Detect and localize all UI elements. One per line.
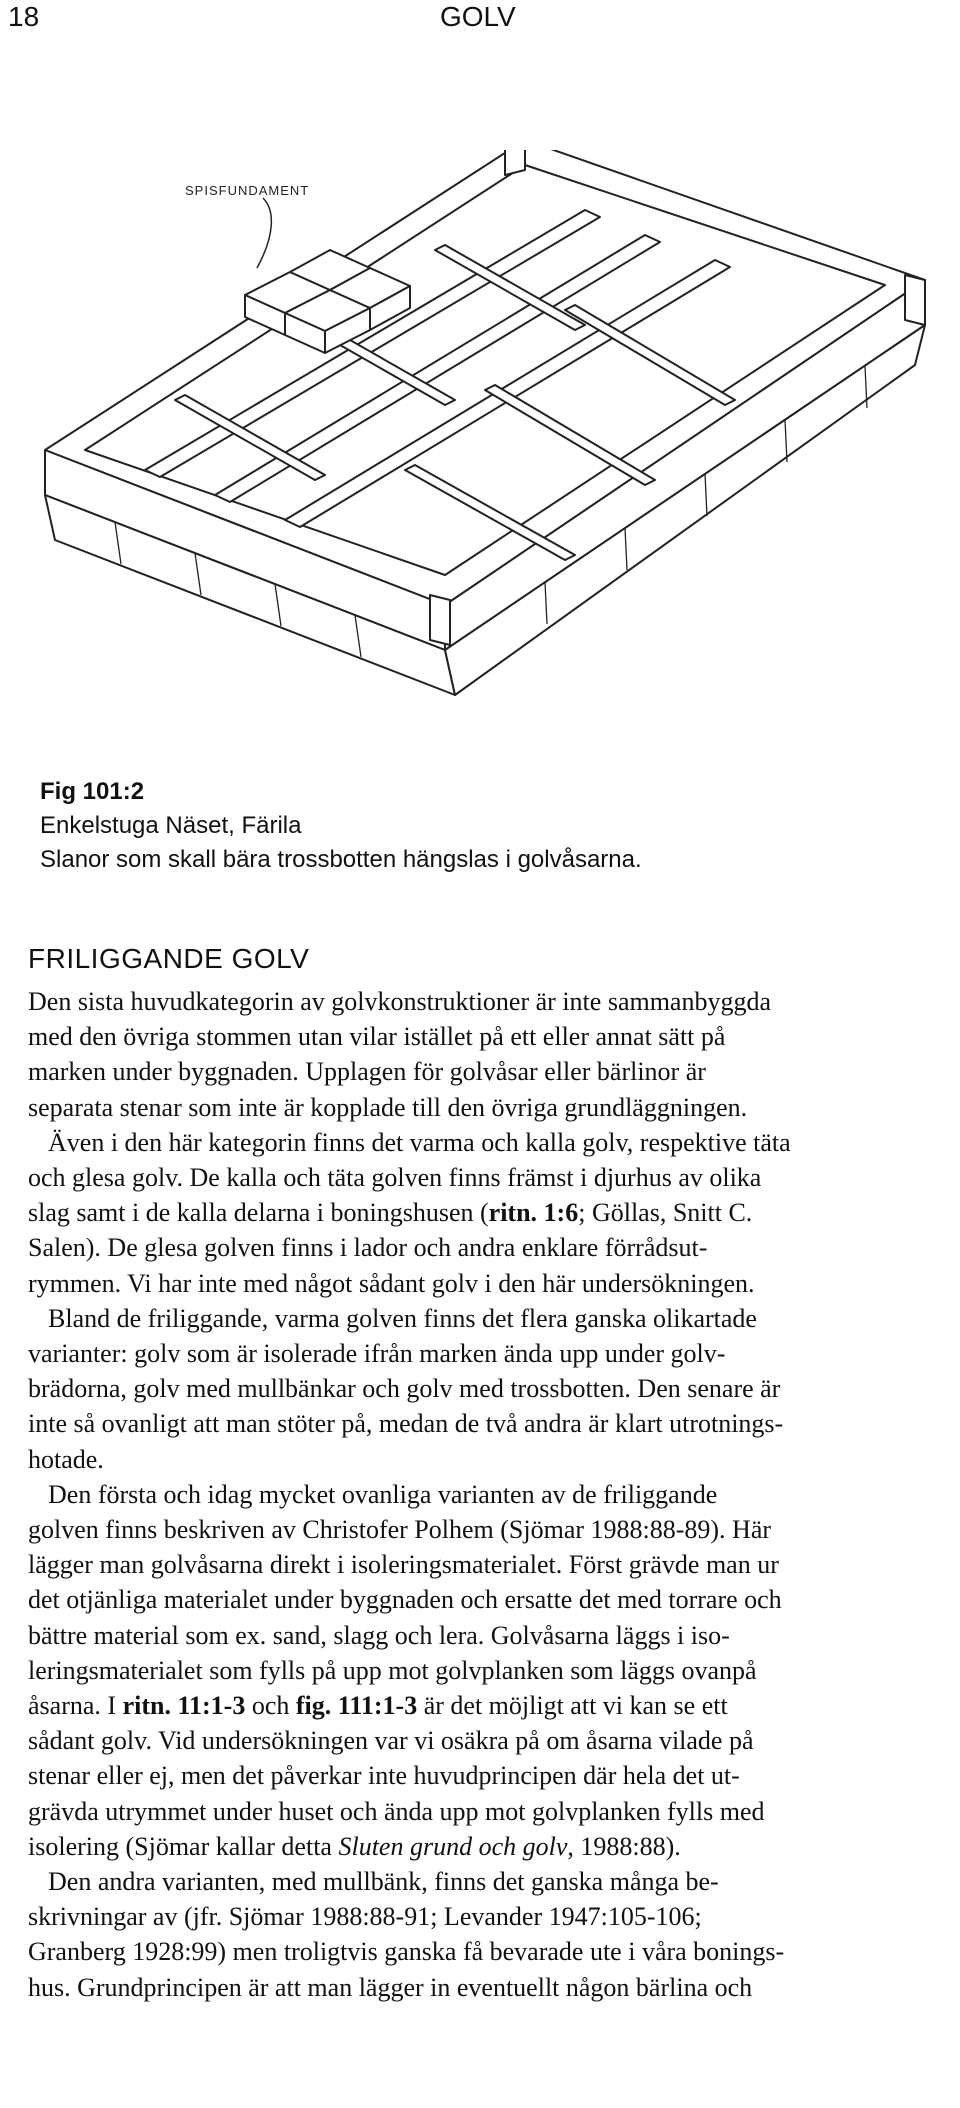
text-line: Den sista huvudkategorin av golvkonstruktioner är inte sammanbyggda — [28, 987, 772, 1016]
section-heading: FRILIGGANDE GOLV — [28, 943, 310, 974]
text-line: leringsmaterialet som fylls på upp mot golvplanken som läggs ovanpå — [28, 1655, 757, 1685]
text-line: brädorna, golv med mullbänkar och golv med trossbotten. Den senare är — [28, 1374, 781, 1404]
caption-line: Slanor som skall bära trossbotten hängslas i golvåsarna. — [40, 846, 642, 873]
text-line: rymmen. Vi har inte med något sådant golv i den här undersökningen. — [28, 1268, 755, 1298]
cross-slat-5 — [485, 385, 655, 485]
text-line — [28, 1195, 940, 1230]
text-line: och glesa golv. De kalla och täta golven finns främst i djurhus av olika — [28, 1163, 762, 1193]
sill-face-right — [445, 280, 925, 650]
text-line — [28, 1829, 940, 1864]
text-line: stenar eller ej, men det påverkar inte huvudprincipen där hela det ut- — [28, 1761, 740, 1791]
running-head: GOLV — [440, 1, 516, 32]
text-line: grävda utrymmet under huset och ända upp mot golvplanken fylls med — [28, 1796, 765, 1826]
text-run: slag samt i de kalla delarna i boningshusen ( — [28, 1198, 489, 1228]
corner-post-back — [505, 150, 525, 175]
figure-caption — [40, 775, 642, 877]
floor-beam-1 — [145, 210, 600, 477]
text-line: skrivningar av (jfr. Sjömar 1988:88-91; Levander 1947:105-106; — [28, 1902, 702, 1932]
text-line: Salen). De glesa golven finns i lador och andra enklare förrådsut- — [28, 1233, 708, 1263]
text-line: golven finns beskriven av Christofer Polhem (Sjömar 1988:88-89). Här — [28, 1515, 772, 1545]
text-line: med den övriga stommen utan vilar istället på ett eller annat sätt på — [28, 1022, 726, 1052]
annotation-label: SPISFUNDAMENT — [185, 183, 310, 198]
text-run: är det möjligt att vi kan se ett — [417, 1691, 728, 1721]
figure-reference: fig. 111:1-3 — [295, 1691, 418, 1721]
text-line: Den andra varianten, med mullbänk, finns det ganska många be- — [48, 1867, 719, 1897]
text-run: ; Göllas, Snitt C. — [578, 1198, 753, 1228]
figure-number: Fig 101:2 — [40, 778, 145, 805]
text-line: separata stenar som inte är kopplade till den övriga grundläggningen. — [28, 1092, 748, 1122]
text-line: sådant golv. Vid undersökningen var vi osäkra på om åsarna vilade på — [28, 1726, 754, 1756]
text-line — [28, 1688, 940, 1723]
text-line: bättre material som ex. sand, slagg och lera. Golvåsarna läggs i iso- — [28, 1620, 730, 1650]
cross-slat-4 — [565, 305, 735, 405]
corner-post-right — [905, 275, 925, 325]
corner-post-front — [430, 595, 450, 645]
page-number: 18 — [8, 1, 40, 32]
page-header — [0, 0, 960, 40]
text-line: varianter: golv som är isolerade ifrån marken ända upp under golv- — [28, 1339, 726, 1369]
body-text — [28, 984, 940, 2005]
text-line: det otjänliga materialet under byggnaden och ersatte det med torrare och — [28, 1585, 782, 1615]
text-line: Även i den här kategorin finns det varma och kalla golv, respektive täta — [48, 1127, 791, 1157]
text-run: och — [245, 1691, 296, 1721]
text-run: isolering (Sjömar kallar detta — [28, 1831, 339, 1861]
text-line: Bland de friliggande, varma golven finns det flera ganska olikartade — [48, 1303, 757, 1333]
italic-term: Sluten grund och golv — [338, 1831, 568, 1861]
text-run: åsarna. I — [28, 1691, 123, 1721]
drawing-reference: ritn. 1:6 — [488, 1198, 579, 1228]
text-line: hus. Grundprincipen är att man lägger in eventuellt någon bärlina och — [28, 1972, 753, 2002]
text-line: marken under byggnaden. Upplagen för golvåsar eller bärlinor är — [28, 1057, 706, 1087]
text-line: Granberg 1928:99) men troligtvis ganska få bevarade ute i våra bonings- — [28, 1937, 785, 1967]
text-run: , 1988:88). — [567, 1831, 681, 1861]
text-line: lägger man golvåsarna direkt i isoleringsmaterialet. Först grävde man ur — [28, 1550, 779, 1580]
text-line: hotade. — [28, 1444, 104, 1474]
caption-line: Enkelstuga Näset, Färila — [40, 812, 302, 839]
annotation-leader — [257, 198, 271, 268]
drawing-reference: ritn. 11:1-3 — [122, 1691, 246, 1721]
text-line: Den första och idag mycket ovanliga varianten av de friliggande — [48, 1479, 718, 1509]
text-line: inte så ovanligt att man stöter på, medan de två andra är klart utrotnings- — [28, 1409, 784, 1439]
floor-construction-drawing — [25, 150, 935, 750]
